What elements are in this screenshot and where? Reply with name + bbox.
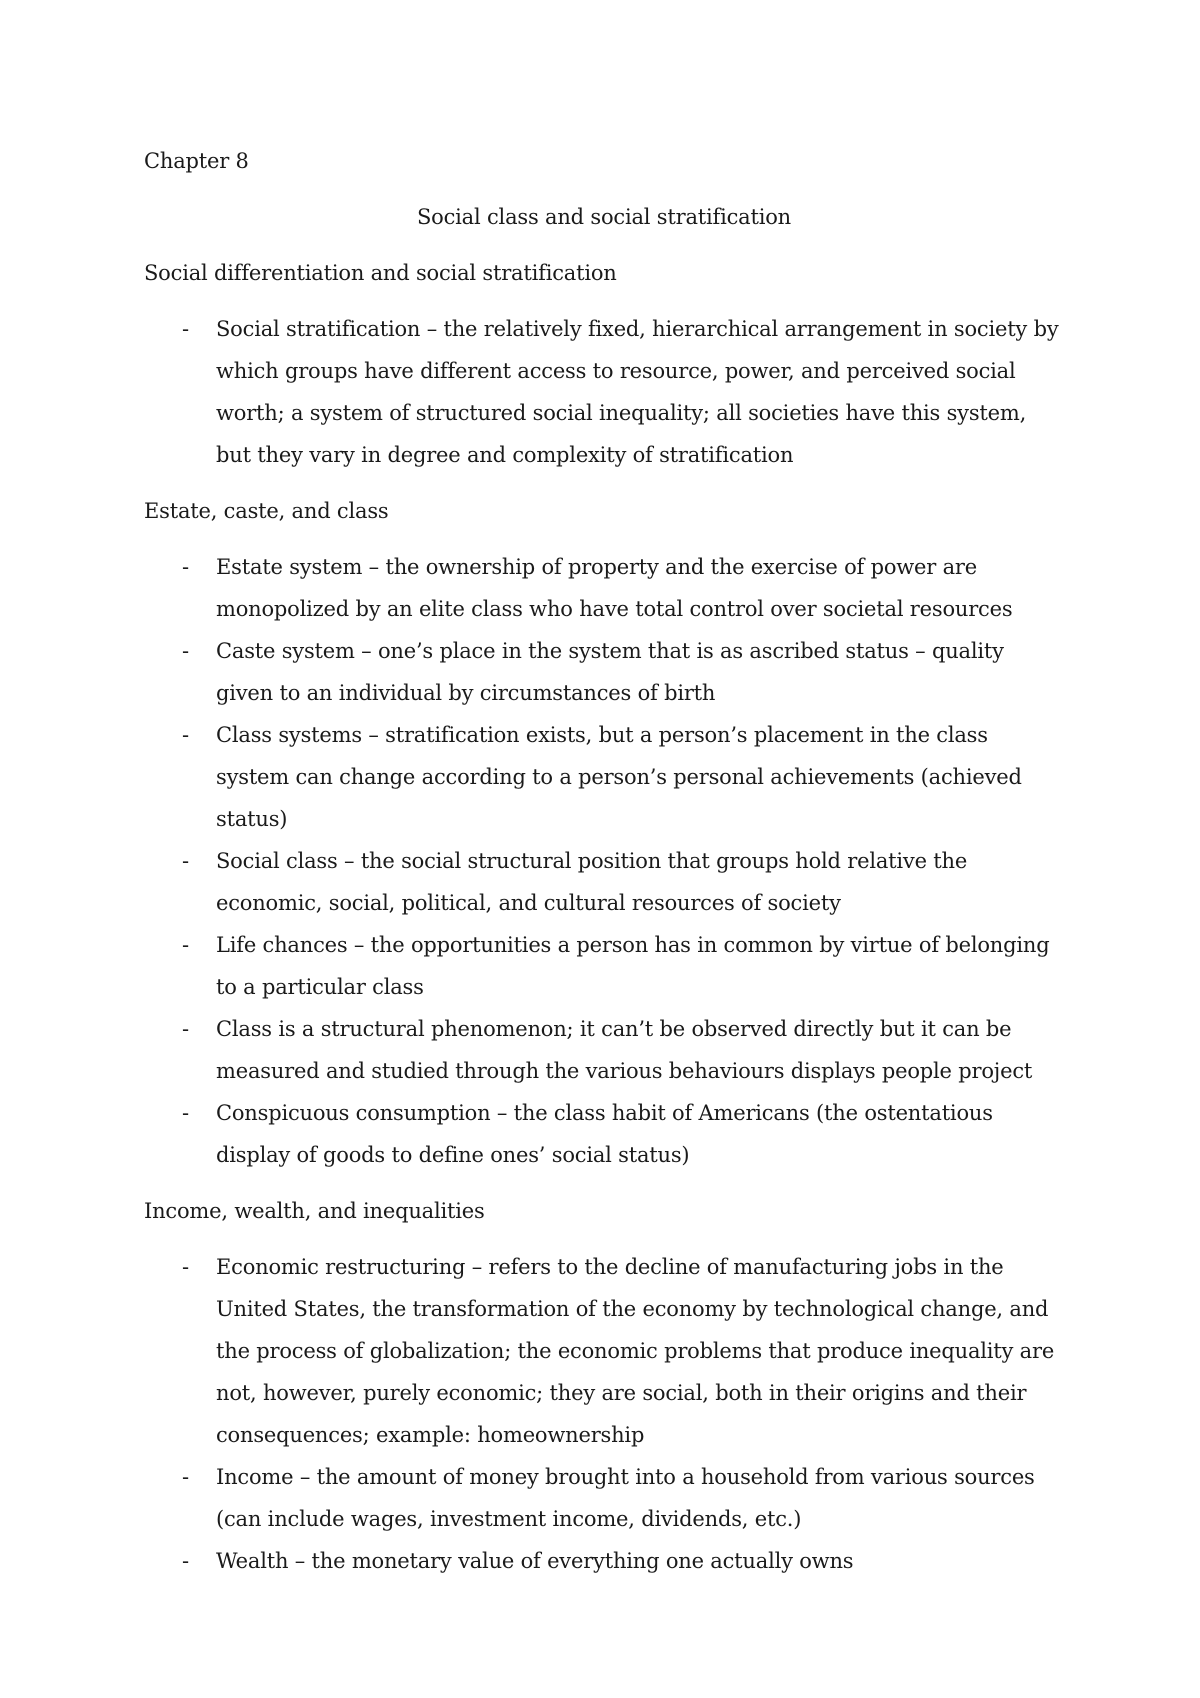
list-item <box>144 308 1064 476</box>
section-social-differentiation <box>144 252 1064 476</box>
section-income-wealth <box>144 1190 1064 1582</box>
bullet-list <box>144 308 1064 476</box>
document-body <box>144 140 1064 1582</box>
bullet-dash: - <box>182 1017 189 1041</box>
list-item <box>144 630 1064 714</box>
list-item <box>144 1456 1064 1540</box>
list-item-text: Caste system – one’s place in the system that is as ascribed status – quality given to an individual by circumstances of birth <box>216 639 1004 705</box>
list-item-text: Social class – the social structural position that groups hold relative the economic, social, political, and cultural resources of society <box>216 849 968 915</box>
list-item-text: Life chances – the opportunities a person has in common by virtue of belonging to a particular class <box>216 933 1050 999</box>
document-title: Social class and social stratification <box>416 205 792 229</box>
section-estate-caste-class <box>144 490 1064 1176</box>
list-item-text: Conspicuous consumption – the class habit of Americans (the ostentatious display of goods to define ones’ social status) <box>216 1101 993 1167</box>
bullet-dash: - <box>182 849 189 873</box>
list-item-text: Estate system – the ownership of property and the exercise of power are monopolized by an elite class who have total control over societal resources <box>216 555 1013 621</box>
list-item <box>144 924 1064 1008</box>
bullet-dash: - <box>182 1465 189 1489</box>
list-item <box>144 1246 1064 1456</box>
list-item-text: Income – the amount of money brought into a household from various sources (can include wages, investment income, dividends, etc.) <box>216 1465 1035 1531</box>
list-item-text: Social stratification – the relatively fixed, hierarchical arrangement in society by which groups have different access to resource, power, and perceived social worth; a system of structured social inequality; all societies have this system, but they vary in degree and complexity of stratification <box>216 317 1059 467</box>
list-item <box>144 1540 1064 1582</box>
section-heading: Social differentiation and social stratification <box>144 261 617 285</box>
bullet-dash: - <box>182 1549 189 1573</box>
list-item <box>144 714 1064 840</box>
list-item-text: Class is a structural phenomenon; it can’t be observed directly but it can be measured and studied through the various behaviours displays people project <box>216 1017 1033 1083</box>
list-item <box>144 1092 1064 1176</box>
list-item-text: Class systems – stratification exists, but a person’s placement in the class system can change according to a person’s personal achievements (achieved status) <box>216 723 1022 831</box>
list-item <box>144 546 1064 630</box>
bullet-list <box>144 1246 1064 1582</box>
bullet-dash: - <box>182 555 189 579</box>
bullet-list <box>144 546 1064 1176</box>
list-item <box>144 1008 1064 1092</box>
bullet-dash: - <box>182 933 189 957</box>
bullet-dash: - <box>182 639 189 663</box>
list-item-text: Economic restructuring – refers to the decline of manufacturing jobs in the United States, the transformation of the economy by technological change, and the process of globalization; the economic problems that produce inequality are not, however, purely economic; they are social, both in their origins and their consequences; example: homeownership <box>216 1255 1055 1447</box>
section-heading: Income, wealth, and inequalities <box>144 1199 485 1223</box>
bullet-dash: - <box>182 1255 189 1279</box>
list-item <box>144 840 1064 924</box>
section-heading: Estate, caste, and class <box>144 499 389 523</box>
chapter-label: Chapter 8 <box>144 149 249 173</box>
bullet-dash: - <box>182 723 189 747</box>
bullet-dash: - <box>182 1101 189 1125</box>
list-item-text: Wealth – the monetary value of everything one actually owns <box>216 1549 854 1573</box>
bullet-dash: - <box>182 317 189 341</box>
